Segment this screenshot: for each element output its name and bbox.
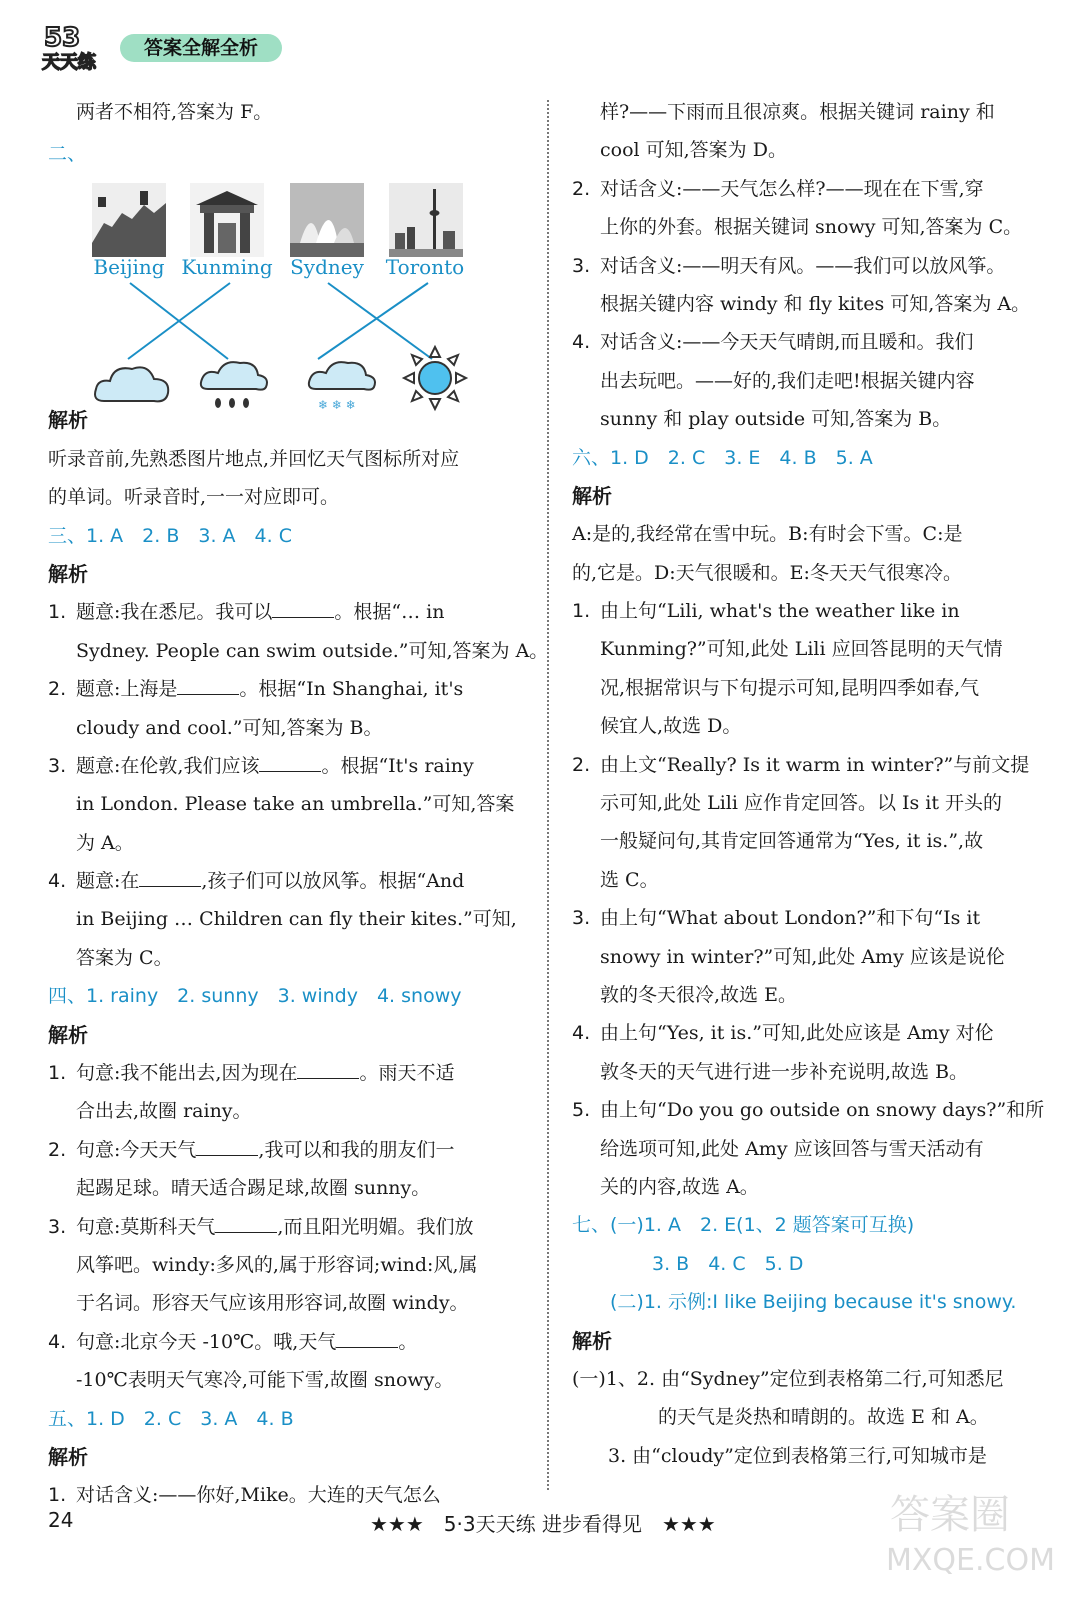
section-7-answers-cont: 3. B 4. C 5. D <box>652 1252 804 1275</box>
logo-53 <box>40 20 120 72</box>
city-label-beijing: Beijing <box>93 255 165 280</box>
text-line: 上你的外套。根据关键词 snowy 可知,答案为 C。 <box>600 216 1023 239</box>
item-number: 5. <box>572 1099 591 1122</box>
text-line: sunny 和 play outside 可知,答案为 B。 <box>600 408 952 431</box>
text-line: 答案为 C。 <box>76 946 173 969</box>
toronto-tower-picture <box>389 183 463 257</box>
text: 对话含义:——天气怎么样?——现在在下雪,穿 <box>600 177 984 200</box>
text: 题意:在 <box>76 870 140 893</box>
cloudy-icon <box>92 353 172 413</box>
svg-text:天天练: 天天练 <box>42 52 96 72</box>
text: 由上句“Do you go outside on snowy days?”和所 <box>600 1099 1045 1122</box>
rainy-icon <box>194 353 274 413</box>
answer-blank <box>259 753 321 772</box>
analysis-heading: 解析 <box>48 408 88 433</box>
answer-blank <box>336 1329 398 1348</box>
item-number: 3. <box>572 907 591 930</box>
text-line: 选 C。 <box>600 868 659 891</box>
text-line: Sydney. People can swim outside.”可知,答案为 A。 <box>76 639 549 662</box>
item-number: 1. <box>48 601 67 624</box>
snowy-icon <box>302 353 382 413</box>
item-number: 1. <box>48 1484 67 1507</box>
section-7-answers: 七、(一)1. A 2. E(1、2 题答案可互换) <box>572 1214 915 1237</box>
sunny-icon <box>400 343 470 413</box>
text: 。雨天不适 <box>359 1062 455 1085</box>
right-column <box>572 93 1046 1475</box>
text-line: cloudy and cool.”可知,答案为 B。 <box>76 716 383 739</box>
text: 题意:我在悉尼。我可以 <box>76 601 273 624</box>
text-line: 样?——下雨而且很凉爽。根据关键词 rainy 和 <box>600 101 995 123</box>
text-line: 候宜人,故选 D。 <box>600 715 742 738</box>
text: ,而且阳光明媚。我们放 <box>277 1215 474 1238</box>
text-line: 根据关键内容 windy 和 fly kites 可知,答案为 A。 <box>600 292 1031 315</box>
text: 。根据“It's rainy <box>321 754 474 777</box>
text-line: 起踢足球。晴天适合踢足球,故圈 sunny。 <box>76 1177 431 1200</box>
item-number: 2. <box>572 177 591 200</box>
text: 对话含义:——你好,Mike。大连的天气怎么 <box>76 1484 441 1507</box>
text-line: 出去玩吧。——好的,我们走吧!根据关键内容 <box>600 369 975 392</box>
text: 句意:莫斯科天气 <box>76 1215 216 1238</box>
item-number: 2. <box>48 1138 67 1161</box>
text: ,我可以和我的朋友们一 <box>258 1138 455 1161</box>
beijing-greatwall-picture <box>92 183 166 257</box>
item-number: 3. <box>48 754 67 777</box>
footer-slogan: ★★★ 5·3天天练 进步看得见 ★★★ <box>370 1512 716 1536</box>
text-line: 的单词。听录音时,一一对应即可。 <box>48 486 340 509</box>
text-line: 一般疑问句,其肯定回答通常为“Yes, it is.”,故 <box>600 830 984 853</box>
text: 句意:我不能出去,因为现在 <box>76 1062 298 1085</box>
analysis-heading: 解析 <box>48 561 88 586</box>
text-line: 3. 由“cloudy”定位到表格第三行,可知城市是 <box>608 1444 987 1467</box>
text-line: 的天气是炎热和晴朗的。故选 E 和 A。 <box>658 1406 989 1429</box>
text: 题意:在伦敦,我们应该 <box>76 754 260 777</box>
item-number: 4. <box>572 1022 591 1045</box>
text: 。 <box>398 1330 418 1353</box>
text-line: 给选项可知,此处 Amy 应该回答与雪天活动有 <box>600 1137 984 1160</box>
text-line: 两者不相符,答案为 F。 <box>76 101 273 123</box>
text-line: -10℃表明天气寒冷,可能下雪,故圈 snowy。 <box>76 1369 454 1392</box>
answer-blank <box>272 599 334 618</box>
answer-blank <box>215 1214 277 1233</box>
answer-blank <box>177 676 239 695</box>
svg-text:53: 53 <box>44 23 81 53</box>
city-label-toronto: Toronto <box>385 255 465 280</box>
matching-figure <box>48 131 518 413</box>
city-label-sydney: Sydney <box>290 255 364 280</box>
analysis-heading: 解析 <box>48 1022 88 1047</box>
item-number: 3. <box>572 254 591 277</box>
text: 由上句“Lili, what's the weather like in <box>600 600 960 623</box>
text: 。根据“… in <box>334 601 445 624</box>
text-line: 听录音前,先熟悉图片地点,并回忆天气图标所对应 <box>48 447 460 470</box>
kunming-gate-picture <box>190 183 264 257</box>
item-number: 1. <box>572 600 591 623</box>
text: 。根据“In Shanghai, it's <box>239 678 464 701</box>
text-line: snowy in winter?”可知,此处 Amy 应该是说伦 <box>600 945 1005 968</box>
text: 由上句“What about London?”和下句“Is it <box>600 907 981 930</box>
text: 对话含义:——明天有风。——我们可以放风筝。 <box>600 254 1006 277</box>
section-5-answers: 五、1. D 2. C 3. A 4. B <box>48 1407 294 1430</box>
text: 句意:今天天气 <box>76 1138 197 1161</box>
svg-text:❄ ❄ ❄: ❄ ❄ ❄ <box>318 398 356 413</box>
text-line: (一)1、2. 由“Sydney”定位到表格第二行,可知悉尼 <box>572 1367 1004 1390</box>
analysis-heading: 解析 <box>572 483 612 508</box>
text-line: cool 可知,答案为 D。 <box>600 139 787 162</box>
text-line: 敦的冬天很冷,故选 E。 <box>600 983 797 1006</box>
svg-text:MXQE.COM: MXQE.COM <box>886 1543 1055 1578</box>
section-6-answers: 六、1. D 2. C 3. E 4. B 5. A <box>572 446 873 469</box>
text-line: 为 A。 <box>76 831 134 854</box>
item-number: 4. <box>48 870 67 893</box>
item-number: 3. <box>48 1215 67 1238</box>
item-number: 2. <box>48 678 67 701</box>
header-badge: 答案全解全析 <box>120 34 282 62</box>
answer-blank <box>139 868 201 887</box>
text: 由上文“Really? Is it warm in winter?”与前文提 <box>600 753 1030 776</box>
text: 句意:北京今天 -10℃。哦,天气 <box>76 1330 337 1353</box>
section-3-answers: 三、1. A 2. B 3. A 4. C <box>48 524 292 547</box>
text-line: 示可知,此处 Lili 应作肯定回答。以 Is it 开头的 <box>600 792 1003 815</box>
text-line: 风筝吧。windy:多风的,属于形容词;wind:风,属 <box>76 1253 478 1276</box>
item-number: 1. <box>48 1062 67 1085</box>
sydney-opera-picture <box>290 183 364 257</box>
item-number: 4. <box>48 1330 67 1353</box>
column-divider <box>547 100 549 1490</box>
text: 对话含义:——今天天气晴朗,而且暖和。我们 <box>600 331 974 354</box>
item-number: 4. <box>572 331 591 354</box>
section-2-label: 二、 <box>48 143 87 166</box>
text-line: 的,它是。D:天气很暖和。E:冬天天气很寒冷。 <box>572 561 962 584</box>
text-line: 关的内容,故选 A。 <box>600 1175 759 1198</box>
text: 由上句“Yes, it is.”可知,此处应该是 Amy 对伦 <box>600 1022 994 1045</box>
section-4-answers: 四、1. rainy 2. sunny 3. windy 4. snowy <box>48 985 462 1008</box>
text-line: 合出去,故圈 rainy。 <box>76 1100 252 1123</box>
analysis-heading: 解析 <box>572 1328 612 1353</box>
watermark-logo <box>880 1478 1060 1588</box>
text-line: 况,根据常识与下句提示可知,昆明四季如春,气 <box>600 676 980 699</box>
section-7-part2-answer: (二)1. 示例:I like Beijing because it's snowy. <box>610 1291 1017 1314</box>
text-line: 于名词。形容天气应该用形容词,故圈 windy。 <box>76 1292 469 1315</box>
analysis-heading: 解析 <box>48 1444 88 1469</box>
answer-blank <box>297 1060 359 1079</box>
text-line: A:是的,我经常在雪中玩。B:有时会下雪。C:是 <box>572 523 963 546</box>
text-line: in Beijing … Children can fly their kites.”可知, <box>76 908 517 931</box>
left-column <box>48 93 549 1515</box>
item-number: 2. <box>572 753 591 776</box>
svg-text:答案圈: 答案圈 <box>890 1492 1010 1538</box>
text: 题意:上海是 <box>76 678 178 701</box>
city-label-kunming: Kunming <box>181 255 273 280</box>
answer-blank <box>196 1137 258 1156</box>
text-line: 敦冬天的天气进行进一步补充说明,故选 B。 <box>600 1060 969 1083</box>
text-line: Kunming?”可知,此处 Lili 应回答昆明的天气情 <box>600 638 1003 661</box>
text-line: in London. Please take an umbrella.”可知,答案 <box>76 793 515 816</box>
text: ,孩子们可以放风筝。根据“And <box>201 870 465 893</box>
page-number: 24 <box>48 1508 74 1532</box>
